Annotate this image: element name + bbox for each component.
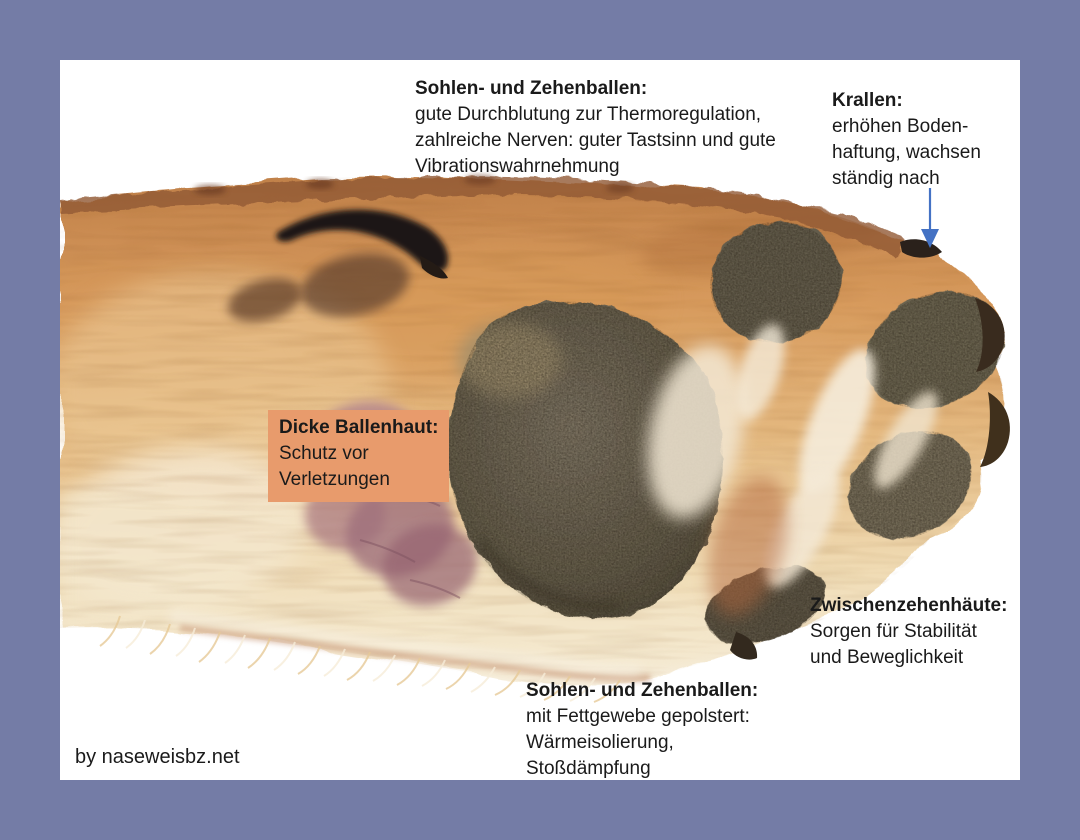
annotation-line: und Beweglichkeit	[810, 647, 964, 668]
annotation-title: Zwischenzehenhäute:	[810, 595, 1008, 616]
annotation-title: Sohlen- und Zehenballen:	[415, 78, 648, 99]
annotation-sole-pads-bottom	[526, 678, 758, 782]
annotation-line: gute Durchblutung zur Thermoregulation,	[415, 104, 762, 125]
annotation-line: ständig nach	[832, 168, 940, 189]
annotation-title: Sohlen- und Zehenballen:	[526, 680, 759, 701]
annotation-claws	[832, 88, 981, 192]
annotation-line: erhöhen Boden-	[832, 116, 969, 137]
claw-arrow	[921, 188, 939, 248]
content-panel	[60, 60, 1020, 780]
annotation-webbing	[810, 593, 1007, 671]
annotation-line: Wärmeisolierung,	[526, 732, 674, 753]
credit-watermark: by naseweisbz.net	[75, 746, 240, 768]
annotation-line: Sorgen für Stabilität	[810, 621, 977, 642]
annotation-line: mit Fettgewebe gepolstert:	[526, 706, 750, 727]
annotation-title: Dicke Ballenhaut:	[279, 417, 439, 438]
annotation-title: Krallen:	[832, 90, 903, 111]
annotation-pad-skin-callout	[268, 410, 449, 502]
annotation-sole-pads-top	[415, 76, 776, 180]
annotation-line: Stoßdämpfung	[526, 758, 651, 779]
annotation-line: zahlreiche Nerven: guter Tastsinn und gute	[415, 130, 776, 151]
annotation-line: Verletzungen	[279, 469, 390, 490]
annotation-line: Schutz vor	[279, 443, 369, 464]
annotation-line: haftung, wachsen	[832, 142, 981, 163]
annotation-line: Vibrationswahrnehmung	[415, 156, 620, 177]
